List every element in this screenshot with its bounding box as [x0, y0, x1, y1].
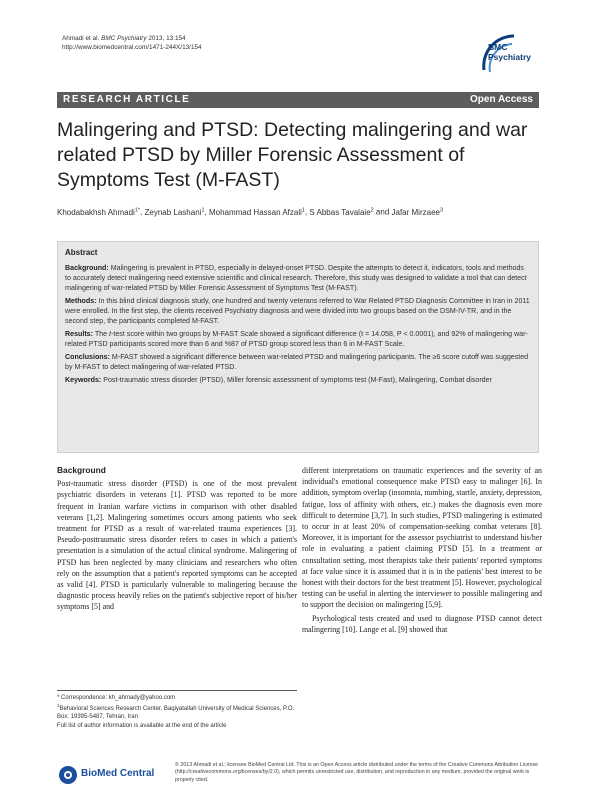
biomed-central-icon — [57, 764, 79, 786]
page-footer — [57, 762, 542, 792]
body-paragraph: Post-traumatic stress disorder (PTSD) is one of the most prevalent psychiatric disorders in veterans [1]. PTSD was reported to be more frequent in Iranian warfare victims in comparison with other disabled veterans [1,2]. Malingering sometimes occurs among patients who seek treatment for PTSD as a result of war-related trauma experiences [3]. Pseudo-posttraumatic stress disorder refers to cases in which a patient's presentation is a simulation of the actual clinical syndrome. Malingering of PTSD has been neglected by many clinicians and researchers who often rely on the assumption that a patient's reported symptoms can be accepted as valid [4]. PTSD is particularly vulnerable to malingering because the diagnostic process heavily relies on the patient's subjective report of his/her symptoms [5] and — [57, 479, 297, 612]
article-type-banner — [57, 92, 539, 108]
logo-line-bmc: BMC — [488, 42, 508, 52]
article-type-label: RESEARCH ARTICLE — [63, 94, 191, 105]
footnotes — [57, 690, 297, 730]
citation-year-volume: 2013, 13:154 — [148, 35, 186, 42]
author[interactable]: S Abbas Tavalaie$^2$ — [309, 207, 374, 217]
abstract-methods: Methods: In this blind clinical diagnosis study, one hundred and twenty veterans referred to War Related PTSD Diagnosis Committee in Iran in 2011 were enrolled. In the first step, the clients received Psychiatry diagnosis and were divided into two groups based on the DSM-IV-TR, and in the second step, the participants completed M-FAST. — [65, 297, 530, 325]
author[interactable]: Mohammad Hassan Afzali$^1$ — [208, 207, 305, 217]
abstract-results: Results: The t-test score within two groups by M-FAST Scale showed a significant difference (t = 14.058, P < 0.0001), and 92% of malingering war-related PTSD participants scored more than 6 and %87 of PTSD group scored less than 6 in M-FAST Scale. — [65, 330, 528, 348]
abstract-background: Background: Malingering is prevalent in PTSD, especially in delayed-onset PTSD. Despite the attempts to detect it, indicators, tools and methods to accurately detect malingering need extensive scientific and clinical research. Therefore, this study was designed to validate a tool that can detect malingering of war-related PTSD by Miller Forensic Assessment of Symptoms Test (M-FAST). — [65, 264, 527, 292]
author-list: Khodabakhsh Ahmadi$^{1*}$, Zeynab Lashani$^1$, Mohammad Hassan Afzali$^1$, S Abbas Tavalaie$^2$ and Jafar Mirzaee$^3$ — [57, 207, 444, 217]
abstract-box — [57, 241, 539, 453]
article-url[interactable]: http://www.biomedcentral.com/1471-244X/13/154 — [62, 44, 202, 51]
biomed-central-wordmark: BioMed Central — [81, 768, 155, 779]
body-paragraph: Psychological tests created and used to diagnose PTSD cannot detect malingering [10]. Lange et al. [9] showed that — [302, 613, 542, 634]
citation-journal: BMC Psychiatry — [101, 35, 147, 42]
author[interactable]: Zeynab Lashani$^1$ — [144, 207, 205, 217]
biomed-central-logo[interactable] — [57, 764, 157, 786]
article-title: Malingering and PTSD: Detecting malingering and war related PTSD by Miller Forensic Assessment of Symptoms Test (M-FAST) — [57, 119, 528, 191]
header-citation — [62, 34, 202, 52]
section-heading-background: Background — [57, 465, 106, 475]
license-text: © 2013 Ahmadi et al.; licensee BioMed Central Ltd. This is an Open Access article distributed under the terms of the Creative Commons Attribution License (http://creativecommons.org/licenses/by/2.0), which permits unrestricted use, distribution, and reproduction in any medium, provided the original work is properly cited. — [175, 762, 539, 783]
abstract-heading: Abstract — [65, 248, 98, 257]
body-paragraph: different interpretations on traumatic experiences and the severity of an individual's emotional consequence make PTSD easy to malinger [6]. In addition, symptom overlap (insomnia, numbing, startle, anxiety, depression, fatigue, loss of affinity with others, etc.) makes the diagnosis even more difficult to determine [3,7]. In such studies, PTSD malingering is estimated to occur in at least 20% of compensation-seeking combat veterans [8]. Moreover, it is important for the assessor psychiatrist to understand his/her role in evaluating a patient claiming PTSD [5]. In a treatment or consultation setting, most therapists take their patients' reported symptoms at face value since it is assumed that it is in the patients' best interest to be honest with their doctors for the best treatment [5]. However, psychological testing can be useful in alerting the interviewer to possible malingering and to support the decision on malingering [5,9]. — [302, 466, 542, 610]
citation-authors: Ahmadi et al. — [62, 35, 100, 42]
body-column-left — [57, 465, 297, 615]
abstract-conclusions: Conclusions: M-FAST showed a significant difference between war-related PTSD and malingering participants. The ≥6 score cutoff was suggested by M-FAST to detect malingering of war-related PTSD. — [65, 353, 529, 371]
bmc-psychiatry-logo — [472, 30, 552, 76]
author-info-note: Full list of author information is available at the end of the article — [57, 722, 227, 729]
open-access-label: Open Access — [470, 94, 533, 105]
logo-line-journal: Psychiatry — [488, 52, 531, 62]
abstract-keywords: Keywords: Post-traumatic stress disorder (PTSD), Miller forensic assessment of symptoms test (M-Fast), Malingering, Combat disorder — [65, 376, 492, 384]
author[interactable]: Jafar Mirzaee$^3$ — [391, 207, 444, 217]
affiliation-note: $^1$Behavioral Sciences Research Center, Baqiyatallah University of Medical Sciences, P.O. Box: 19395-5487, Tehran, Iran — [57, 703, 295, 721]
author[interactable]: Khodabakhsh Ahmadi$^{1*}$ — [57, 207, 141, 217]
body-column-right — [302, 465, 542, 637]
correspondence-note[interactable]: * Correspondence: kh_ahmady@yahoo.com — [57, 695, 176, 701]
